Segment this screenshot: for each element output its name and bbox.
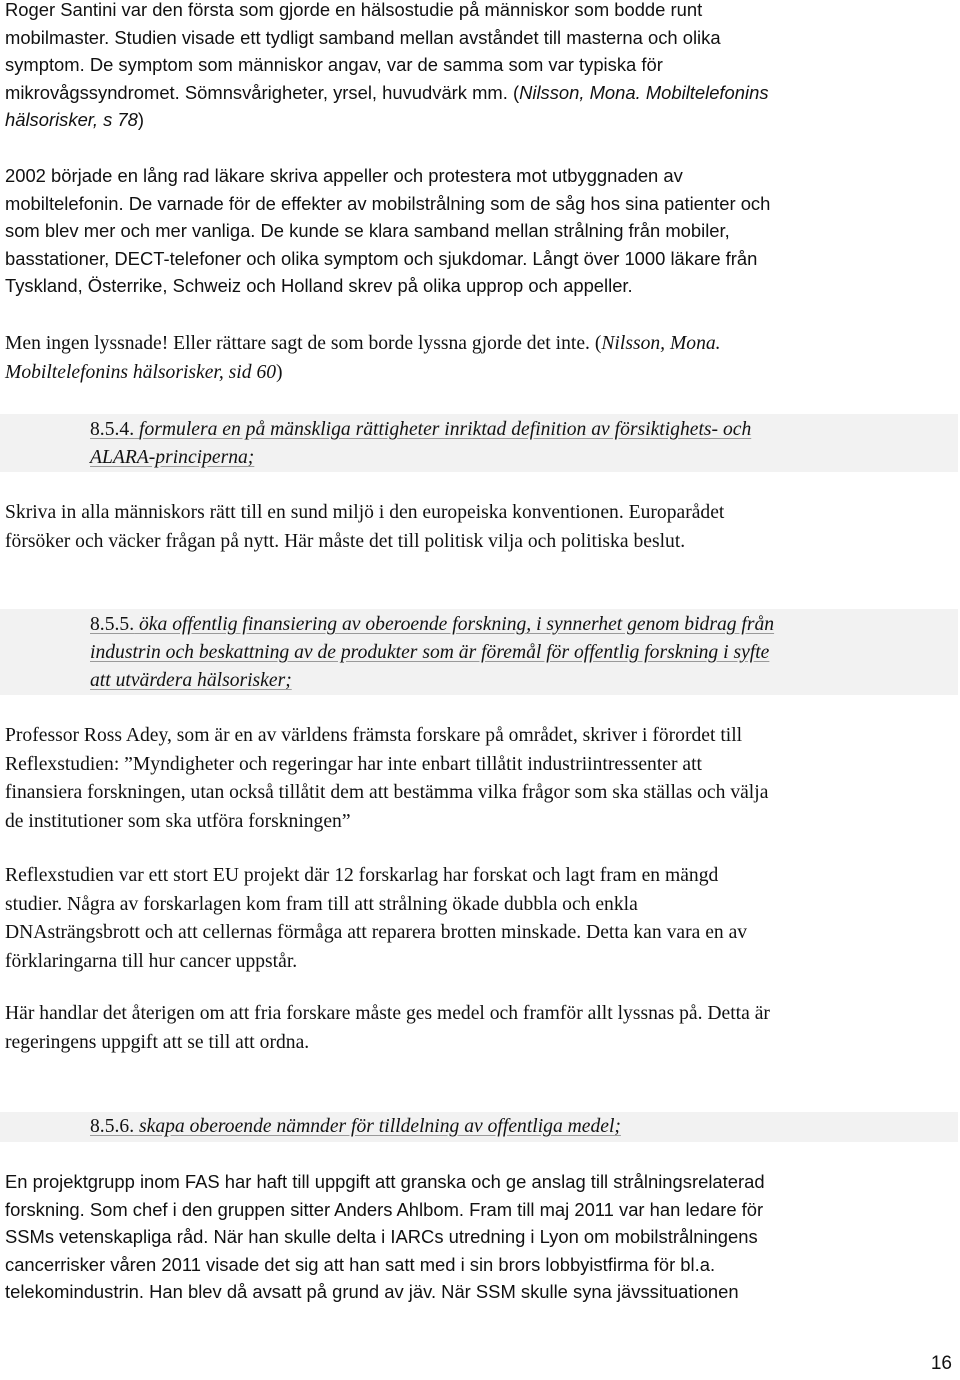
text-line: 2002 började en lång rad läkare skriva appeller och protestera mot utbyggnaden av xyxy=(5,165,683,186)
paragraph-reflex-study xyxy=(5,862,747,976)
text-line: DNAsträngsbrott och att cellernas förmåga att reparera brotten minskade. Detta kan vara en av xyxy=(5,922,748,944)
text-line xyxy=(5,79,769,107)
paragraph-human-rights xyxy=(5,499,724,556)
paragraph-free-researchers xyxy=(5,1000,770,1057)
text-line: Här handlar det återigen om att fria forskare måste ges medel och framför allt lyssnas på. Detta är xyxy=(5,1003,770,1024)
heading-line: att utvärdera hälsorisker; xyxy=(90,670,292,691)
text-line: Tyskland, Österrike, Schweiz och Holland skrev på olika upprop och appeller. xyxy=(5,275,633,297)
text-line: Skriva in alla människors rätt till en sund miljö i den europeiska konventionen. Europarådet xyxy=(5,502,725,523)
text-segment: ) xyxy=(276,361,283,383)
section-heading-8-5-6 xyxy=(90,1113,621,1141)
text-segment: Men ingen lyssnade! Eller rättare sagt de som borde lyssna gjorde det inte. ( xyxy=(5,333,602,354)
paragraph-fas-project xyxy=(5,1168,765,1306)
paragraph-no-one-listened xyxy=(5,330,721,387)
citation: Nilsson, Mona. xyxy=(601,333,721,354)
section-number: 8.5.5. xyxy=(90,614,135,635)
section-number: 8.5.4. xyxy=(90,419,135,440)
text-line: studier. Några av forskarlagen kom fram till att strålning ökade dubbla och enkla xyxy=(5,893,638,915)
paragraph-santini xyxy=(5,0,769,134)
text-line: telekomindustrin. Han blev då avsatt på grund av jäv. När SSM skulle syna jävssituationen xyxy=(5,1281,739,1303)
text-line: de institutioner som ska utföra forskningen” xyxy=(5,810,351,832)
text-line: mobilmaster. Studien visade ett tydligt samband mellan avståndet till masterna och olika xyxy=(5,26,721,48)
text-line: försöker och väcker frågan på nytt. Här måste det till politisk vilja och politiska beslut. xyxy=(5,530,686,552)
text-line: forskning. Som chef i den gruppen sitter Anders Ahlbom. Fram till maj 2011 var han ledare för xyxy=(5,1198,764,1220)
text-line xyxy=(5,359,721,388)
text-segment: mikrovågssyndromet. Sömnsvårigheter, yrsel, huvudvärk mm. ( xyxy=(5,81,520,103)
text-line: Professor Ross Adey, som är en av världens främsta forskare på området, skriver i förordet till xyxy=(5,725,743,746)
text-line: SSMs vetenskapliga råd. När han skulle delta i IARCs utredning i Lyon om mobilstrålningens xyxy=(5,1226,758,1248)
section-heading-8-5-4 xyxy=(90,416,751,472)
page-number: 16 xyxy=(930,1353,952,1374)
heading-line: ALARA-principerna; xyxy=(90,447,255,468)
paragraph-ross-adey xyxy=(5,722,768,836)
section-number: 8.5.6. xyxy=(90,1116,135,1137)
text-line: cancerrisker våren 2011 visade det sig att han satt med i sin brors lobbyistfirma för bl.a. xyxy=(5,1253,716,1275)
heading-line xyxy=(90,611,774,639)
section-title: formulera en på mänskliga rättigheter inriktad definition av försiktighets- och xyxy=(139,419,752,440)
text-line: mobiltelefonin. De varnade för de effekter av mobilstrålning som de såg hos sina patienter och xyxy=(5,192,771,214)
text-line: Reflexstudien var ett stort EU projekt där 12 forskarlag har forskat och lagt fram en mängd xyxy=(5,865,719,886)
paragraph-appeals xyxy=(5,162,770,300)
text-line xyxy=(5,106,769,134)
heading-line xyxy=(90,416,751,444)
text-line: Reflexstudien: ”Myndigheter och regeringar har inte enbart tillåtit industriintressenter att xyxy=(5,753,702,775)
section-heading-8-5-5 xyxy=(90,611,774,695)
text-line xyxy=(5,330,721,359)
text-line: symptom. De symptom som människor angav, var de samma som var typiska för xyxy=(5,54,663,76)
section-title: öka offentlig finansiering av oberoende forskning, i synnerhet genom bidrag från xyxy=(139,614,775,635)
heading-line: industrin och beskattning av de produkter som är föremål för offentlig forskning i syfte xyxy=(90,642,770,663)
text-line: förklaringarna till hur cancer uppstår. xyxy=(5,950,298,972)
text-line: basstationer, DECT-telefoner och olika symptom och sjukdomar. Långt över 1000 läkare från xyxy=(5,247,758,269)
text-line: finansiera forskningen, utan också tillåtit dem att bestämma vilka frågor som ska ställas och välja xyxy=(5,782,769,804)
text-line: regeringens uppgift att se till att ordna. xyxy=(5,1031,310,1053)
heading-line xyxy=(90,1113,621,1141)
citation: hälsorisker, s 78 xyxy=(5,109,138,131)
text-line: Roger Santini var den första som gjorde en hälsostudie på människor som bodde runt xyxy=(5,0,703,20)
citation: Mobiltelefonins hälsorisker, sid 60 xyxy=(5,361,277,383)
text-line: En projektgrupp inom FAS har haft till uppgift att granska och ge anslag till strålningsrelaterad xyxy=(5,1171,765,1192)
text-line: som blev mer och mer vanliga. De kunde se klara samband mellan strålning från mobiler, xyxy=(5,220,730,242)
section-title: skapa oberoende nämnder för tilldelning av offentliga medel; xyxy=(139,1116,621,1137)
text-segment: ) xyxy=(137,109,145,131)
citation: Nilsson, Mona. Mobiltelefonins xyxy=(519,81,769,103)
